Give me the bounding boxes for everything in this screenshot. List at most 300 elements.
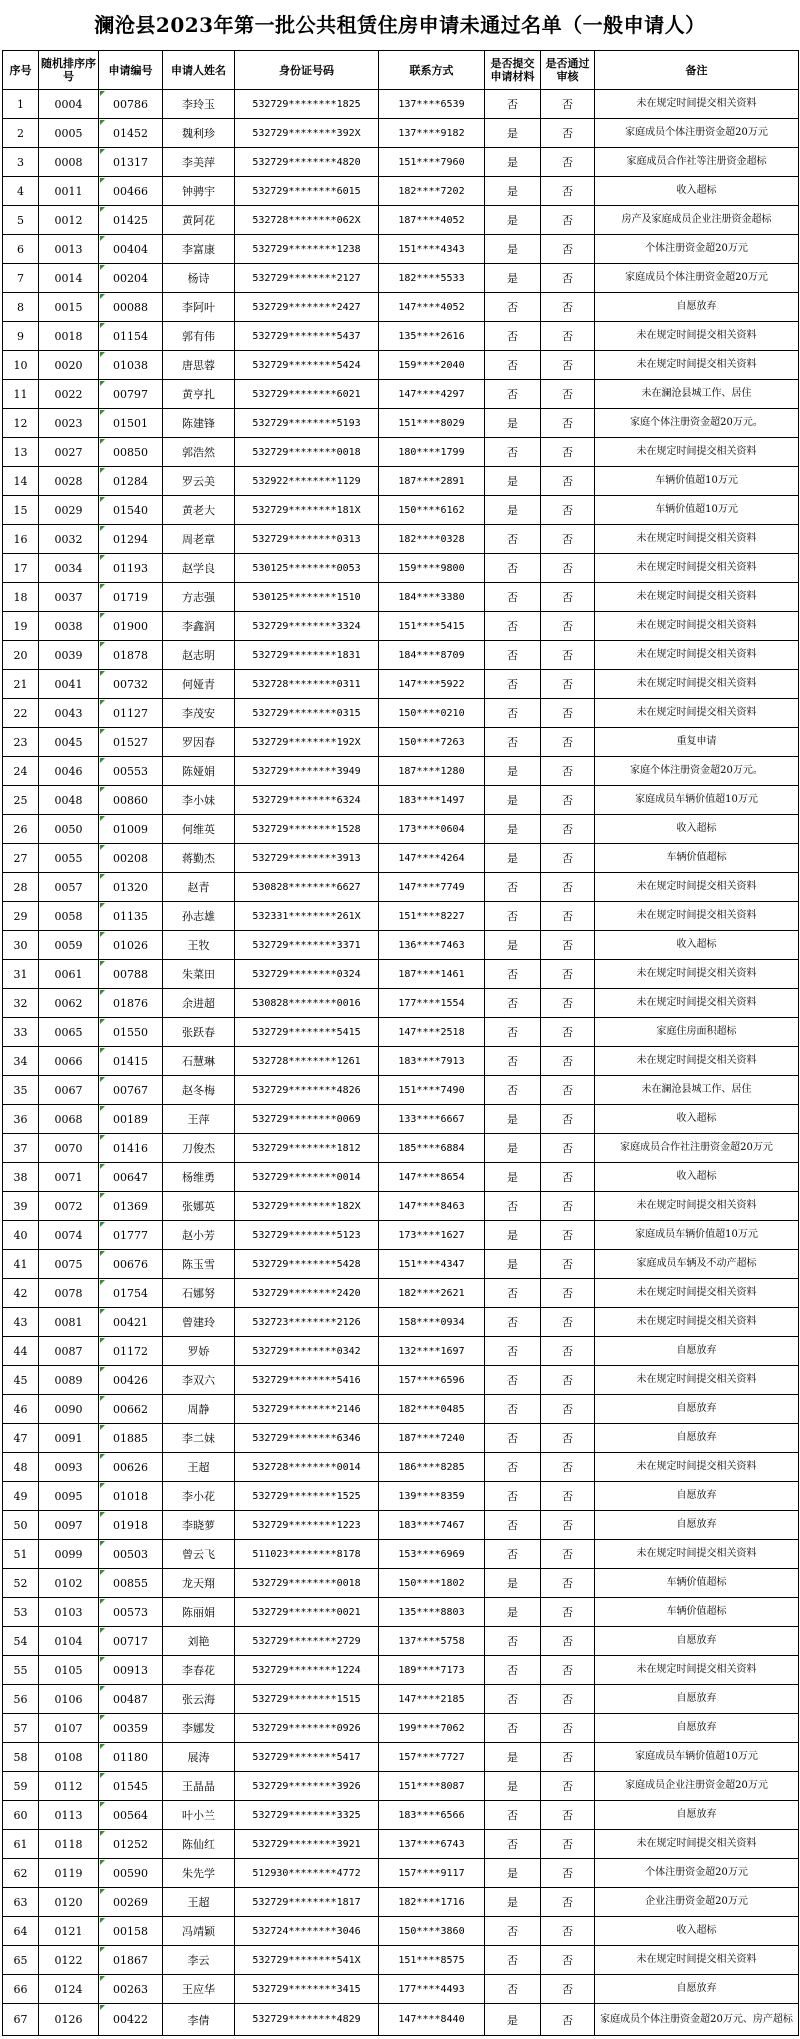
cell-remark: 未在规定时间提交相关资料 bbox=[595, 1192, 799, 1221]
cell-remark: 家庭成员个体注册资金超20万元 bbox=[595, 119, 799, 148]
cell-id: 532729********392X bbox=[235, 119, 379, 148]
cell-lot: 0061 bbox=[39, 960, 99, 989]
cell-remark: 未在规定时间提交相关资料 bbox=[595, 583, 799, 612]
cell-approved: 否 bbox=[541, 1598, 595, 1627]
cell-remark: 自愿放弃 bbox=[595, 1801, 799, 1830]
cell-submitted: 是 bbox=[485, 1221, 541, 1250]
cell-remark: 未在规定时间提交相关资料 bbox=[595, 989, 799, 1018]
cell-code: 00717 bbox=[99, 1627, 163, 1656]
table-row bbox=[3, 1337, 799, 1366]
cell-id: 532729********0324 bbox=[235, 960, 379, 989]
cell-name: 朱先学 bbox=[163, 1859, 235, 1888]
cell-remark: 车辆价值超标 bbox=[595, 1598, 799, 1627]
cell-seq: 40 bbox=[3, 1221, 39, 1250]
table-row bbox=[3, 902, 799, 931]
cell-submitted: 否 bbox=[485, 351, 541, 380]
cell-phone: 157****7727 bbox=[379, 1743, 485, 1772]
cell-remark: 收入超标 bbox=[595, 931, 799, 960]
cell-seq: 57 bbox=[3, 1714, 39, 1743]
applicant-table bbox=[2, 50, 799, 2036]
table-row bbox=[3, 960, 799, 989]
cell-approved: 否 bbox=[541, 844, 595, 873]
cell-id: 532729********5437 bbox=[235, 322, 379, 351]
cell-submitted: 是 bbox=[485, 1743, 541, 1772]
cell-approved: 否 bbox=[541, 525, 595, 554]
cell-approved: 否 bbox=[541, 206, 595, 235]
cell-submitted: 否 bbox=[485, 728, 541, 757]
cell-name: 蒋勤杰 bbox=[163, 844, 235, 873]
cell-id: 530828********0016 bbox=[235, 989, 379, 1018]
cell-code: 00158 bbox=[99, 1917, 163, 1946]
cell-remark: 自愿放弃 bbox=[595, 1511, 799, 1540]
cell-lot: 0048 bbox=[39, 786, 99, 815]
cell-remark: 企业注册资金超20万元 bbox=[595, 1888, 799, 1917]
cell-lot: 0022 bbox=[39, 380, 99, 409]
cell-code: 00590 bbox=[99, 1859, 163, 1888]
cell-remark: 家庭成员车辆价值超10万元 bbox=[595, 1221, 799, 1250]
cell-seq: 61 bbox=[3, 1830, 39, 1859]
table-row bbox=[3, 409, 799, 438]
table-row bbox=[3, 293, 799, 322]
cell-remark: 未在规定时间提交相关资料 bbox=[595, 554, 799, 583]
cell-code: 01317 bbox=[99, 148, 163, 177]
cell-approved: 否 bbox=[541, 612, 595, 641]
cell-code: 01900 bbox=[99, 612, 163, 641]
cell-lot: 0004 bbox=[39, 90, 99, 119]
cell-lot: 0121 bbox=[39, 1917, 99, 1946]
cell-code: 00573 bbox=[99, 1598, 163, 1627]
cell-lot: 0046 bbox=[39, 757, 99, 786]
header-remark: 备注 bbox=[595, 51, 799, 90]
cell-phone: 150****1802 bbox=[379, 1569, 485, 1598]
cell-name: 李鑫润 bbox=[163, 612, 235, 641]
cell-code: 01320 bbox=[99, 873, 163, 902]
cell-phone: 151****8029 bbox=[379, 409, 485, 438]
cell-submitted: 否 bbox=[485, 1279, 541, 1308]
cell-phone: 135****8803 bbox=[379, 1598, 485, 1627]
cell-approved: 否 bbox=[541, 1018, 595, 1047]
cell-code: 01284 bbox=[99, 467, 163, 496]
cell-name: 曾建玲 bbox=[163, 1308, 235, 1337]
cell-id: 532729********1812 bbox=[235, 1134, 379, 1163]
cell-code: 00422 bbox=[99, 2004, 163, 2036]
table-row bbox=[3, 2004, 799, 2036]
cell-id: 532729********2427 bbox=[235, 293, 379, 322]
cell-code: 01918 bbox=[99, 1511, 163, 1540]
cell-id: 532729********181X bbox=[235, 496, 379, 525]
cell-remark: 未在规定时间提交相关资料 bbox=[595, 1656, 799, 1685]
cell-lot: 0020 bbox=[39, 351, 99, 380]
header-phone: 联系方式 bbox=[379, 51, 485, 90]
cell-phone: 147****8440 bbox=[379, 2004, 485, 2036]
cell-seq: 38 bbox=[3, 1163, 39, 1192]
cell-approved: 否 bbox=[541, 1656, 595, 1685]
cell-submitted: 否 bbox=[485, 1453, 541, 1482]
cell-submitted: 是 bbox=[485, 496, 541, 525]
header-lot: 随机排序序号 bbox=[39, 51, 99, 90]
cell-code: 01416 bbox=[99, 1134, 163, 1163]
cell-id: 512930********4772 bbox=[235, 1859, 379, 1888]
cell-id: 532729********1831 bbox=[235, 641, 379, 670]
cell-submitted: 否 bbox=[485, 1337, 541, 1366]
cell-name: 曾云飞 bbox=[163, 1540, 235, 1569]
cell-remark: 未在规定时间提交相关资料 bbox=[595, 902, 799, 931]
cell-approved: 否 bbox=[541, 264, 595, 293]
cell-id: 532729********6324 bbox=[235, 786, 379, 815]
cell-approved: 否 bbox=[541, 1714, 595, 1743]
cell-approved: 否 bbox=[541, 380, 595, 409]
cell-remark: 未在规定时间提交相关资料 bbox=[595, 1946, 799, 1975]
cell-lot: 0072 bbox=[39, 1192, 99, 1221]
cell-name: 郭浩然 bbox=[163, 438, 235, 467]
cell-remark: 家庭住房面积超标 bbox=[595, 1018, 799, 1047]
cell-approved: 否 bbox=[541, 1076, 595, 1105]
cell-lot: 0070 bbox=[39, 1134, 99, 1163]
cell-approved: 否 bbox=[541, 1627, 595, 1656]
cell-submitted: 是 bbox=[485, 177, 541, 206]
cell-submitted: 否 bbox=[485, 1946, 541, 1975]
cell-seq: 4 bbox=[3, 177, 39, 206]
cell-submitted: 否 bbox=[485, 1482, 541, 1511]
cell-approved: 否 bbox=[541, 1917, 595, 1946]
cell-seq: 21 bbox=[3, 670, 39, 699]
cell-code: 00487 bbox=[99, 1685, 163, 1714]
cell-remark: 未在规定时间提交相关资料 bbox=[595, 90, 799, 119]
cell-submitted: 否 bbox=[485, 1801, 541, 1830]
cell-code: 00204 bbox=[99, 264, 163, 293]
cell-name: 陈仙红 bbox=[163, 1830, 235, 1859]
cell-seq: 65 bbox=[3, 1946, 39, 1975]
cell-submitted: 否 bbox=[485, 1076, 541, 1105]
table-row bbox=[3, 1685, 799, 1714]
cell-approved: 否 bbox=[541, 438, 595, 467]
cell-code: 01754 bbox=[99, 1279, 163, 1308]
cell-seq: 33 bbox=[3, 1018, 39, 1047]
cell-lot: 0119 bbox=[39, 1859, 99, 1888]
cell-id: 532729********4826 bbox=[235, 1076, 379, 1105]
cell-submitted: 否 bbox=[485, 525, 541, 554]
cell-submitted: 是 bbox=[485, 1859, 541, 1888]
cell-seq: 30 bbox=[3, 931, 39, 960]
page-title: 澜沧县2023年第一批公共租赁住房申请未通过名单（一般申请人） bbox=[94, 13, 706, 37]
cell-seq: 26 bbox=[3, 815, 39, 844]
cell-submitted: 否 bbox=[485, 902, 541, 931]
cell-name: 何娅青 bbox=[163, 670, 235, 699]
cell-lot: 0095 bbox=[39, 1482, 99, 1511]
table-row bbox=[3, 844, 799, 873]
cell-phone: 137****6743 bbox=[379, 1830, 485, 1859]
cell-code: 00797 bbox=[99, 380, 163, 409]
cell-id: 532729********2420 bbox=[235, 1279, 379, 1308]
cell-remark: 未在规定时间提交相关资料 bbox=[595, 351, 799, 380]
cell-approved: 否 bbox=[541, 351, 595, 380]
cell-lot: 0050 bbox=[39, 815, 99, 844]
cell-phone: 151****7960 bbox=[379, 148, 485, 177]
cell-name: 赵青 bbox=[163, 873, 235, 902]
cell-phone: 150****3860 bbox=[379, 1917, 485, 1946]
cell-code: 00208 bbox=[99, 844, 163, 873]
cell-approved: 否 bbox=[541, 1453, 595, 1482]
cell-seq: 1 bbox=[3, 90, 39, 119]
cell-remark: 家庭成员个体注册资金超20万元 bbox=[595, 264, 799, 293]
table-row bbox=[3, 148, 799, 177]
cell-remark: 家庭成员合作社注册资金超20万元 bbox=[595, 1134, 799, 1163]
cell-submitted: 是 bbox=[485, 1163, 541, 1192]
cell-code: 01038 bbox=[99, 351, 163, 380]
cell-id: 532728********0311 bbox=[235, 670, 379, 699]
cell-id: 511023********8178 bbox=[235, 1540, 379, 1569]
cell-submitted: 是 bbox=[485, 1569, 541, 1598]
cell-approved: 否 bbox=[541, 1685, 595, 1714]
cell-id: 532729********5415 bbox=[235, 1018, 379, 1047]
cell-name: 陈建锋 bbox=[163, 409, 235, 438]
cell-code: 01294 bbox=[99, 525, 163, 554]
cell-approved: 否 bbox=[541, 1482, 595, 1511]
cell-remark: 未在规定时间提交相关资料 bbox=[595, 670, 799, 699]
cell-lot: 0120 bbox=[39, 1888, 99, 1917]
table-header bbox=[3, 51, 799, 90]
cell-submitted: 否 bbox=[485, 322, 541, 351]
cell-code: 01127 bbox=[99, 699, 163, 728]
cell-lot: 0045 bbox=[39, 728, 99, 757]
cell-name: 黄老大 bbox=[163, 496, 235, 525]
cell-remark: 未在规定时间提交相关资料 bbox=[595, 1308, 799, 1337]
cell-phone: 151****8087 bbox=[379, 1772, 485, 1801]
table-row bbox=[3, 119, 799, 148]
table-row bbox=[3, 1105, 799, 1134]
cell-name: 龙天翔 bbox=[163, 1569, 235, 1598]
cell-lot: 0058 bbox=[39, 902, 99, 931]
cell-lot: 0075 bbox=[39, 1250, 99, 1279]
cell-lot: 0090 bbox=[39, 1395, 99, 1424]
cell-seq: 17 bbox=[3, 554, 39, 583]
cell-lot: 0005 bbox=[39, 119, 99, 148]
cell-submitted: 否 bbox=[485, 380, 541, 409]
cell-approved: 否 bbox=[541, 1540, 595, 1569]
cell-phone: 147****5922 bbox=[379, 670, 485, 699]
cell-lot: 0091 bbox=[39, 1424, 99, 1453]
cell-submitted: 否 bbox=[485, 554, 541, 583]
cell-phone: 150****6162 bbox=[379, 496, 485, 525]
cell-approved: 否 bbox=[541, 1134, 595, 1163]
cell-name: 赵志明 bbox=[163, 641, 235, 670]
cell-id: 532729********3926 bbox=[235, 1772, 379, 1801]
cell-approved: 否 bbox=[541, 177, 595, 206]
cell-submitted: 否 bbox=[485, 1511, 541, 1540]
cell-remark: 自愿放弃 bbox=[595, 1482, 799, 1511]
cell-name: 王萍 bbox=[163, 1105, 235, 1134]
cell-lot: 0102 bbox=[39, 1569, 99, 1598]
cell-seq: 34 bbox=[3, 1047, 39, 1076]
cell-id: 532729********3913 bbox=[235, 844, 379, 873]
table-row bbox=[3, 583, 799, 612]
cell-seq: 28 bbox=[3, 873, 39, 902]
table-row bbox=[3, 1395, 799, 1424]
cell-remark: 未在规定时间提交相关资料 bbox=[595, 438, 799, 467]
cell-phone: 151****8227 bbox=[379, 902, 485, 931]
cell-name: 李玲玉 bbox=[163, 90, 235, 119]
cell-lot: 0027 bbox=[39, 438, 99, 467]
table-row bbox=[3, 1134, 799, 1163]
table-row bbox=[3, 264, 799, 293]
cell-submitted: 是 bbox=[485, 1772, 541, 1801]
cell-lot: 0065 bbox=[39, 1018, 99, 1047]
cell-name: 郭有伟 bbox=[163, 322, 235, 351]
cell-phone: 177****4493 bbox=[379, 1975, 485, 2004]
cell-submitted: 否 bbox=[485, 1395, 541, 1424]
cell-seq: 3 bbox=[3, 148, 39, 177]
cell-name: 杨维勇 bbox=[163, 1163, 235, 1192]
cell-seq: 12 bbox=[3, 409, 39, 438]
cell-code: 00662 bbox=[99, 1395, 163, 1424]
cell-id: 530125********1510 bbox=[235, 583, 379, 612]
cell-remark: 自愿放弃 bbox=[595, 1395, 799, 1424]
cell-remark: 家庭成员车辆价值超10万元 bbox=[595, 786, 799, 815]
cell-name: 赵小芳 bbox=[163, 1221, 235, 1250]
cell-phone: 183****7467 bbox=[379, 1511, 485, 1540]
cell-remark: 收入超标 bbox=[595, 1105, 799, 1134]
cell-name: 陈丽娟 bbox=[163, 1598, 235, 1627]
cell-phone: 151****5415 bbox=[379, 612, 485, 641]
cell-approved: 否 bbox=[541, 1743, 595, 1772]
cell-lot: 0059 bbox=[39, 931, 99, 960]
cell-approved: 否 bbox=[541, 728, 595, 757]
cell-name: 方志强 bbox=[163, 583, 235, 612]
cell-id: 532729********2127 bbox=[235, 264, 379, 293]
cell-code: 00676 bbox=[99, 1250, 163, 1279]
cell-phone: 187****2891 bbox=[379, 467, 485, 496]
cell-seq: 54 bbox=[3, 1627, 39, 1656]
cell-name: 王应华 bbox=[163, 1975, 235, 2004]
cell-id: 532729********1224 bbox=[235, 1656, 379, 1685]
cell-code: 01878 bbox=[99, 641, 163, 670]
cell-approved: 否 bbox=[541, 757, 595, 786]
cell-approved: 否 bbox=[541, 119, 595, 148]
cell-submitted: 是 bbox=[485, 119, 541, 148]
cell-phone: 135****2616 bbox=[379, 322, 485, 351]
cell-lot: 0057 bbox=[39, 873, 99, 902]
cell-name: 杨诗 bbox=[163, 264, 235, 293]
table-row bbox=[3, 699, 799, 728]
cell-name: 王超 bbox=[163, 1453, 235, 1482]
cell-seq: 52 bbox=[3, 1569, 39, 1598]
table-row bbox=[3, 1221, 799, 1250]
cell-lot: 0062 bbox=[39, 989, 99, 1018]
cell-lot: 0081 bbox=[39, 1308, 99, 1337]
cell-submitted: 否 bbox=[485, 1540, 541, 1569]
table-row bbox=[3, 1975, 799, 2004]
cell-submitted: 是 bbox=[485, 148, 541, 177]
cell-lot: 0078 bbox=[39, 1279, 99, 1308]
cell-submitted: 是 bbox=[485, 757, 541, 786]
cell-name: 赵冬梅 bbox=[163, 1076, 235, 1105]
cell-seq: 31 bbox=[3, 960, 39, 989]
cell-id: 532729********1515 bbox=[235, 1685, 379, 1714]
table-row bbox=[3, 206, 799, 235]
cell-phone: 150****7263 bbox=[379, 728, 485, 757]
cell-lot: 0015 bbox=[39, 293, 99, 322]
cell-remark: 收入超标 bbox=[595, 1163, 799, 1192]
table-row bbox=[3, 1018, 799, 1047]
cell-phone: 157****9117 bbox=[379, 1859, 485, 1888]
header-code: 申请编号 bbox=[99, 51, 163, 90]
cell-phone: 173****0604 bbox=[379, 815, 485, 844]
cell-name: 李晓萝 bbox=[163, 1511, 235, 1540]
cell-name: 钟骋宇 bbox=[163, 177, 235, 206]
cell-remark: 家庭成员车辆及不动产超标 bbox=[595, 1250, 799, 1279]
table-row bbox=[3, 1453, 799, 1482]
cell-code: 00647 bbox=[99, 1163, 163, 1192]
cell-id: 532729********1817 bbox=[235, 1888, 379, 1917]
cell-lot: 0032 bbox=[39, 525, 99, 554]
cell-approved: 否 bbox=[541, 496, 595, 525]
cell-lot: 0107 bbox=[39, 1714, 99, 1743]
cell-code: 01154 bbox=[99, 322, 163, 351]
cell-code: 01452 bbox=[99, 119, 163, 148]
cell-remark: 重复申请 bbox=[595, 728, 799, 757]
cell-phone: 199****7062 bbox=[379, 1714, 485, 1743]
table-row bbox=[3, 1192, 799, 1221]
table-row bbox=[3, 1859, 799, 1888]
cell-seq: 39 bbox=[3, 1192, 39, 1221]
table-row bbox=[3, 1801, 799, 1830]
cell-code: 01172 bbox=[99, 1337, 163, 1366]
cell-seq: 18 bbox=[3, 583, 39, 612]
cell-lot: 0008 bbox=[39, 148, 99, 177]
cell-approved: 否 bbox=[541, 235, 595, 264]
cell-id: 532724********3046 bbox=[235, 1917, 379, 1946]
cell-lot: 0093 bbox=[39, 1453, 99, 1482]
cell-submitted: 否 bbox=[485, 1627, 541, 1656]
cell-id: 532729********5193 bbox=[235, 409, 379, 438]
cell-code: 00263 bbox=[99, 1975, 163, 2004]
cell-id: 532331********261X bbox=[235, 902, 379, 931]
cell-phone: 185****6884 bbox=[379, 1134, 485, 1163]
cell-phone: 182****5533 bbox=[379, 264, 485, 293]
cell-seq: 24 bbox=[3, 757, 39, 786]
cell-phone: 157****6596 bbox=[379, 1366, 485, 1395]
cell-approved: 否 bbox=[541, 989, 595, 1018]
cell-code: 00626 bbox=[99, 1453, 163, 1482]
cell-remark: 家庭成员个体注册资金超20万元、房产超标 bbox=[595, 2004, 799, 2036]
cell-remark: 个体注册资金超20万元 bbox=[595, 235, 799, 264]
table-body bbox=[3, 90, 799, 2036]
cell-id: 532729********0315 bbox=[235, 699, 379, 728]
cell-id: 532729********3325 bbox=[235, 1801, 379, 1830]
cell-submitted: 是 bbox=[485, 409, 541, 438]
table-row bbox=[3, 1250, 799, 1279]
cell-remark: 未在澜沧县城工作、居住 bbox=[595, 380, 799, 409]
cell-phone: 151****8575 bbox=[379, 1946, 485, 1975]
cell-submitted: 是 bbox=[485, 931, 541, 960]
cell-approved: 否 bbox=[541, 1395, 595, 1424]
cell-id: 532729********192X bbox=[235, 728, 379, 757]
table-row bbox=[3, 1888, 799, 1917]
cell-submitted: 是 bbox=[485, 1888, 541, 1917]
header-seq: 序号 bbox=[3, 51, 39, 90]
cell-id: 532729********0926 bbox=[235, 1714, 379, 1743]
cell-lot: 0029 bbox=[39, 496, 99, 525]
cell-submitted: 否 bbox=[485, 1018, 541, 1047]
cell-seq: 7 bbox=[3, 264, 39, 293]
cell-name: 李小妹 bbox=[163, 786, 235, 815]
cell-lot: 0089 bbox=[39, 1366, 99, 1395]
cell-lot: 0012 bbox=[39, 206, 99, 235]
header-approved: 是否通过审核 bbox=[541, 51, 595, 90]
cell-seq: 27 bbox=[3, 844, 39, 873]
cell-approved: 否 bbox=[541, 90, 595, 119]
table-row bbox=[3, 525, 799, 554]
